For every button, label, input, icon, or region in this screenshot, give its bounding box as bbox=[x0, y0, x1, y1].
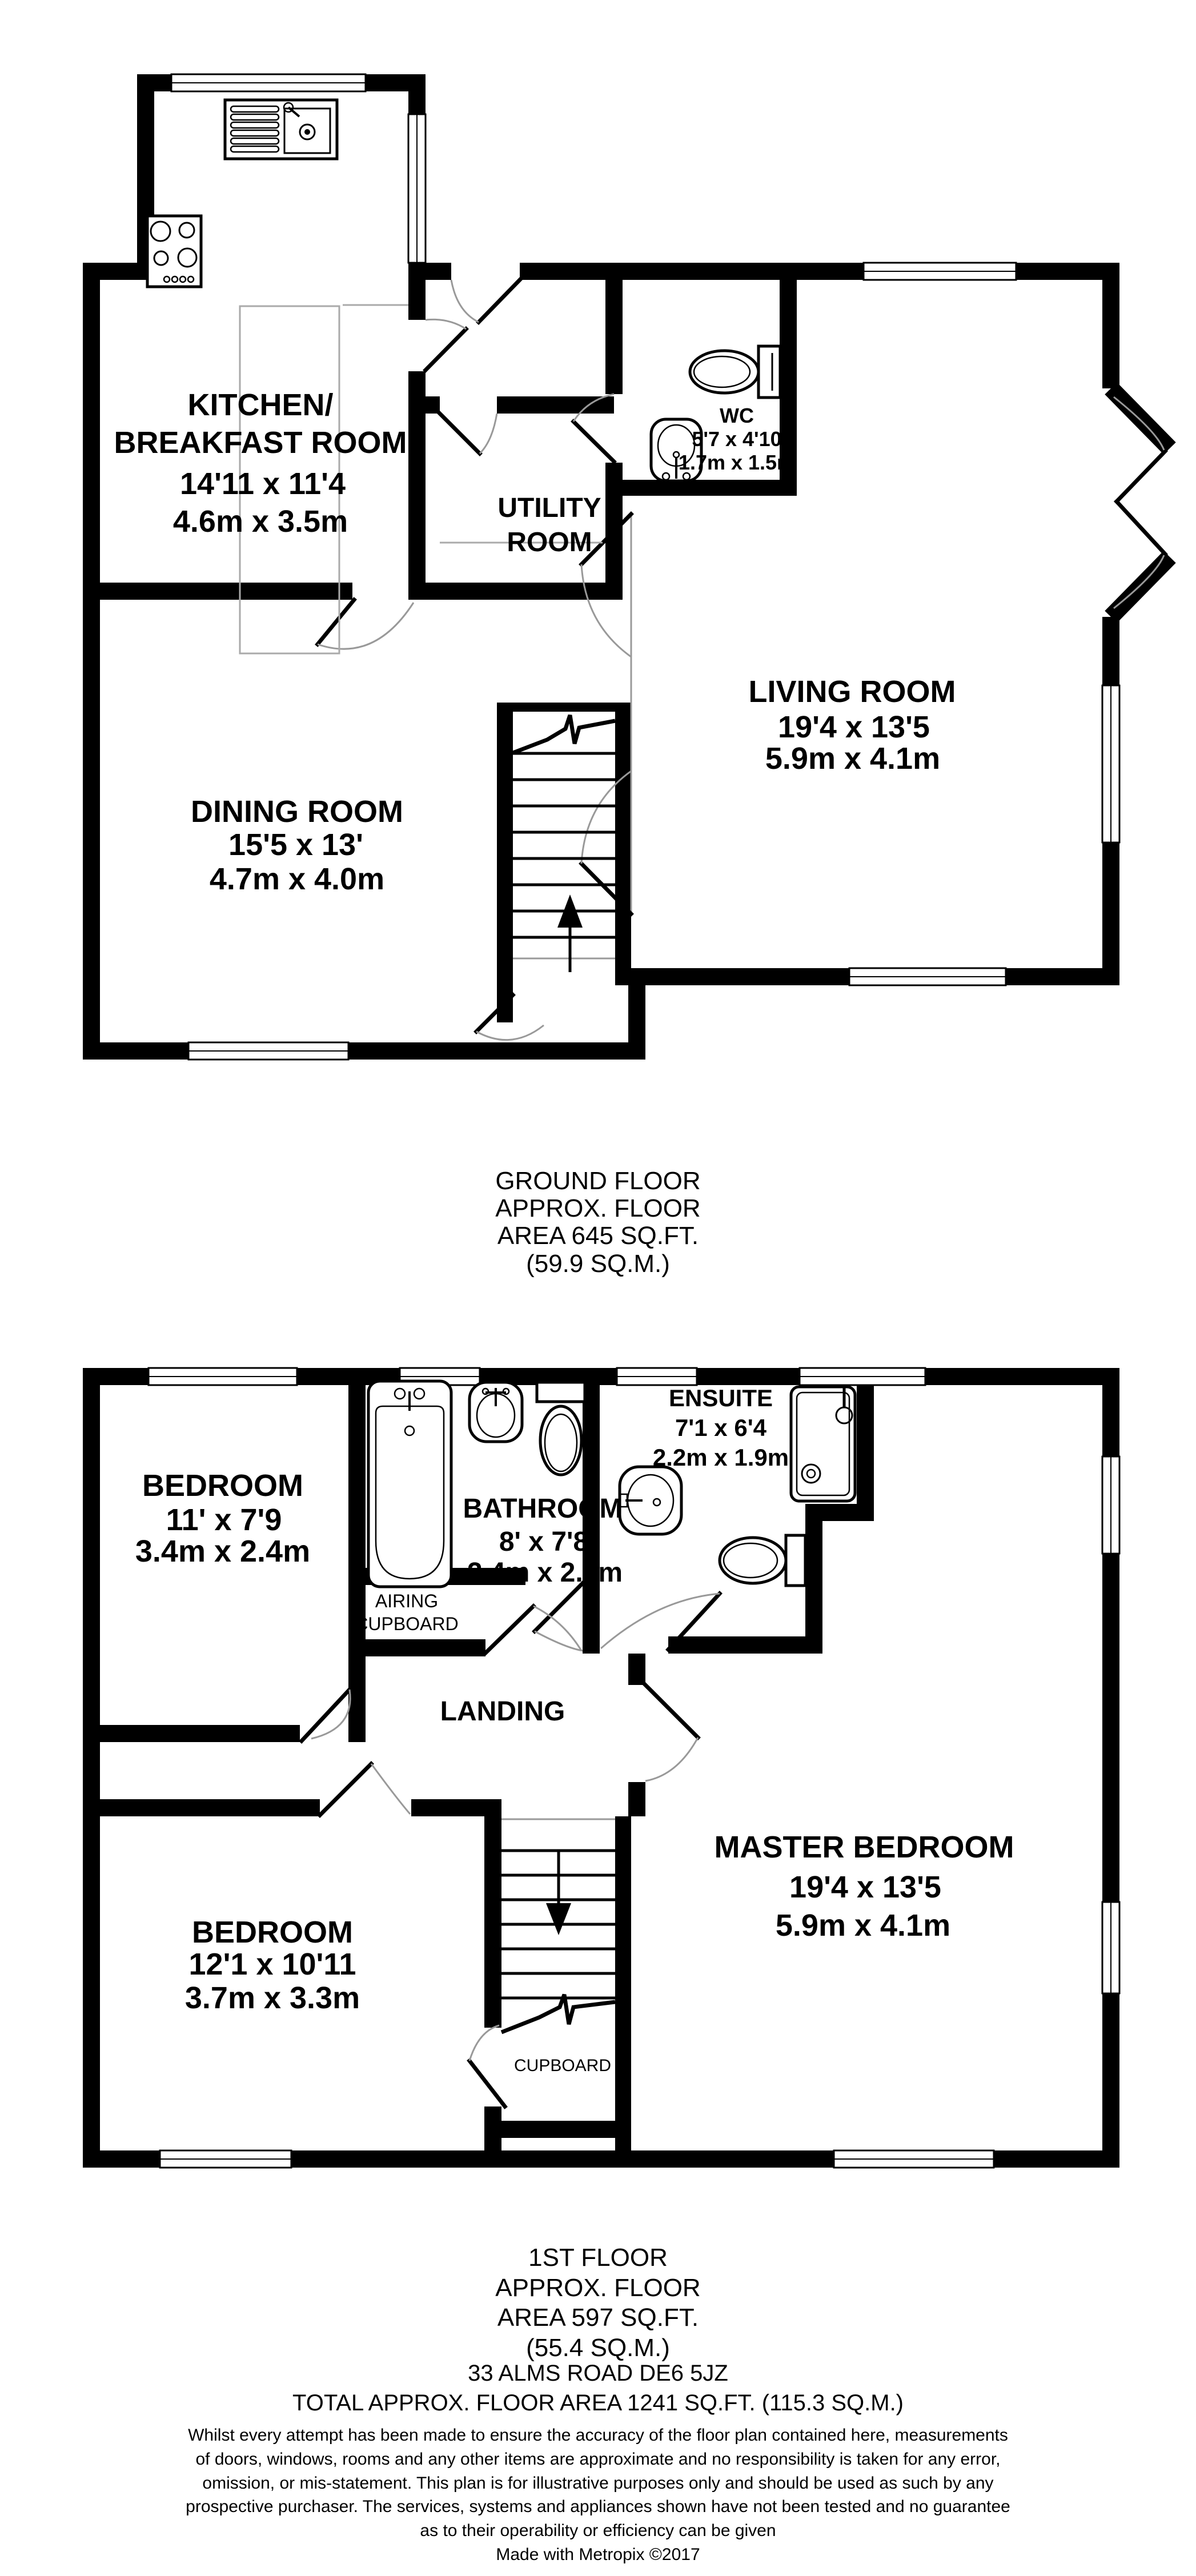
kitchen-label-2: BREAKFAST ROOM bbox=[114, 426, 407, 460]
utility-door bbox=[440, 414, 497, 454]
dining-room-dims-ft: 15'5 x 13' bbox=[228, 828, 363, 862]
bathroom-dims-ft: 8' x 7'8 bbox=[499, 1527, 589, 1557]
ground-floor-caption-2: APPROX. FLOOR bbox=[495, 1194, 701, 1222]
first-floor-plan bbox=[83, 1368, 1119, 2362]
bedroom2-dims-m: 3.7m x 3.3m bbox=[184, 1981, 360, 2015]
utility-label-2: ROOM bbox=[507, 527, 592, 557]
first-floor-caption-4: (55.4 SQ.M.) bbox=[526, 2334, 670, 2362]
window-icon bbox=[188, 1042, 348, 1060]
bathroom-label: BATHROOM bbox=[463, 1494, 623, 1524]
bedroom1-dims-ft: 11' x 7'9 bbox=[166, 1503, 282, 1537]
cupboard-label: CUPBOARD bbox=[513, 2056, 612, 2075]
first-floor-caption-2: APPROX. FLOOR bbox=[495, 2274, 701, 2302]
disclaimer-line-1: Whilst every attempt has been made to ensure the accuracy of the floor plan contained here, measurements bbox=[188, 2426, 1008, 2445]
ensuite-dims-m: 2.2m x 1.9m bbox=[652, 1444, 789, 1471]
landing-label: LANDING bbox=[440, 1696, 565, 1727]
window-icon bbox=[171, 74, 366, 91]
wc-label: WC bbox=[720, 404, 754, 427]
window-icon bbox=[834, 2150, 994, 2168]
ensuite-label: ENSUITE bbox=[668, 1385, 773, 1411]
window-icon bbox=[1102, 1456, 1119, 1554]
basin-icon bbox=[620, 1467, 681, 1534]
airing-cupboard-label: AIRING bbox=[375, 1591, 439, 1611]
dining-room-dims-m: 4.7m x 4.0m bbox=[209, 862, 385, 896]
ground-floor-caption-1: GROUND FLOOR bbox=[495, 1167, 701, 1195]
bedroom2-label: BEDROOM bbox=[192, 1915, 353, 1949]
window-icon bbox=[408, 114, 426, 263]
wc-dims-ft: 5'7 x 4'10 bbox=[692, 427, 782, 451]
ensuite-dims-ft: 7'1 x 6'4 bbox=[675, 1414, 767, 1441]
window-icon bbox=[617, 1368, 697, 1385]
window-icon bbox=[149, 1368, 297, 1385]
bedroom1-label: BEDROOM bbox=[142, 1468, 303, 1503]
kitchen-dims-ft: 14'11 x 11'4 bbox=[180, 467, 346, 501]
window-icon bbox=[800, 1368, 925, 1385]
stairs-up-icon bbox=[513, 715, 615, 972]
wc-dims-m: 1.7m x 1.5m bbox=[678, 451, 796, 474]
window-icon bbox=[849, 968, 1006, 985]
stairs-down-icon bbox=[501, 1819, 615, 2032]
address-line: 33 ALMS ROAD DE6 5JZ bbox=[468, 2361, 728, 2386]
kitchen-door bbox=[426, 319, 466, 370]
ground-floor-caption-3: AREA 645 SQ.FT. bbox=[497, 1222, 699, 1250]
bedroom2-door bbox=[320, 1764, 410, 1815]
living-room-label: LIVING ROOM bbox=[748, 675, 956, 709]
hob-icon bbox=[147, 216, 201, 287]
bedroom1-dims-m: 3.4m x 2.4m bbox=[135, 1534, 311, 1568]
dining-room-label: DINING ROOM bbox=[191, 795, 403, 829]
window-icon bbox=[1102, 685, 1119, 842]
master-bedroom-dims-m: 5.9m x 4.1m bbox=[775, 1908, 951, 1943]
disclaimer-line-2: of doors, windows, rooms and any other items are approximate and no responsibility is taken for any error, bbox=[195, 2450, 1001, 2469]
toilet-icon bbox=[720, 1535, 805, 1586]
airing-cupboard-label-2: CUPBOARD bbox=[355, 1614, 459, 1634]
kitchen-dims-m: 4.6m x 3.5m bbox=[172, 504, 348, 539]
shower-icon bbox=[791, 1387, 855, 1501]
window-icon bbox=[864, 263, 1016, 280]
disclaimer-line-5: as to their operability or efficiency can be given bbox=[420, 2521, 776, 2540]
window-icon bbox=[160, 2150, 291, 2168]
first-floor-caption-3: AREA 597 SQ.FT. bbox=[497, 2304, 699, 2332]
master-bedroom-dims-ft: 19'4 x 13'5 bbox=[789, 1870, 941, 1904]
bathroom-dims-m: 2.4m x 2.3m bbox=[467, 1558, 623, 1588]
dining-door bbox=[318, 600, 414, 649]
disclaimer-line-3: omission, or mis-statement. This plan is for illustrative purposes only and should be used as such by any bbox=[202, 2474, 994, 2493]
basin-icon bbox=[469, 1382, 522, 1442]
front-door bbox=[451, 280, 520, 322]
window-icon bbox=[1102, 1902, 1119, 1993]
kitchen-label: KITCHEN/ bbox=[187, 388, 334, 422]
bathtub-icon bbox=[368, 1381, 451, 1587]
footer bbox=[186, 2361, 1010, 2564]
living-room-dims-ft: 19'4 x 13'5 bbox=[778, 710, 930, 744]
kitchen-sink-icon bbox=[225, 100, 337, 159]
bedroom2-dims-ft: 12'1 x 10'11 bbox=[188, 1947, 356, 1981]
living-room-dims-m: 5.9m x 4.1m bbox=[765, 741, 941, 776]
bedroom1-door bbox=[302, 1690, 350, 1741]
toilet-icon bbox=[537, 1382, 585, 1475]
total-area-line: TOTAL APPROX. FLOOR AREA 1241 SQ.FT. (115.3 SQ.M.) bbox=[292, 2390, 904, 2415]
master-bedroom-label: MASTER BEDROOM bbox=[714, 1830, 1014, 1864]
toilet-icon bbox=[690, 346, 780, 398]
first-floor-caption-1: 1ST FLOOR bbox=[528, 2244, 668, 2272]
disclaimer-line-4: prospective purchaser. The services, systems and appliances shown have not been tested and no guarantee bbox=[186, 2497, 1010, 2516]
utility-label: UTILITY bbox=[497, 493, 601, 523]
ground-floor-plan bbox=[83, 74, 1170, 1278]
credit-line: Made with Metropix ©2017 bbox=[496, 2545, 700, 2564]
master-bedroom-door bbox=[645, 1685, 698, 1781]
ground-floor-caption-4: (59.9 SQ.M.) bbox=[526, 1250, 670, 1278]
cupboard-door bbox=[469, 2025, 505, 2106]
